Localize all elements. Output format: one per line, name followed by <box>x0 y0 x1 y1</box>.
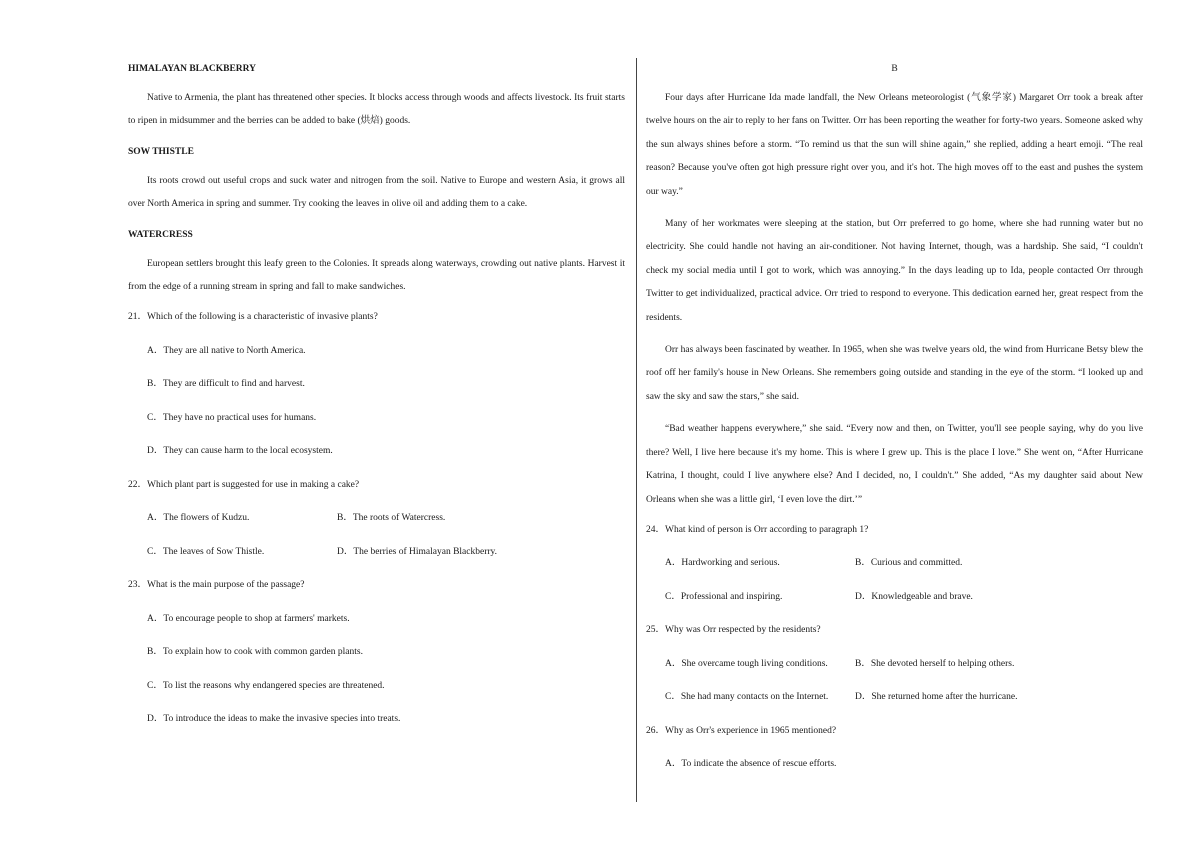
answer-option: D．The berries of Himalayan Blackberry. <box>337 546 498 557</box>
answer-option-row <box>128 543 625 561</box>
answer-option: B．She devoted herself to helping others. <box>855 658 1015 669</box>
answer-option: B．To explain how to cook with common garden plants. <box>147 647 363 658</box>
answer-option: A．To encourage people to shop at farmers' markets. <box>147 613 350 624</box>
answer-option: D．Knowledgeable and brave. <box>855 591 973 602</box>
right-column <box>646 60 1143 773</box>
answer-option: C．She had many contacts on the Internet. <box>665 692 829 703</box>
passage-paragraph: Four days after Hurricane Ida made landfall, the New Orleans meteorologist (气象学家) Margaret Orr took a break after twelve hours on the air to reply to her fans on Twitter. Orr has been reporting the weather for forty-two years. Someone asked why the sun always shines before a storm. “To remind us that the sun will shine again,” she replied, adding a heart emoji. “The real reason? Because you've often got high pressure right over you, and it's hot. The high moves off to the east and pushes the system our way.” <box>646 93 1143 197</box>
answer-option-row <box>646 554 1143 572</box>
answer-option: C．They have no practical uses for humans. <box>147 412 317 423</box>
answer-option: B．Curious and committed. <box>855 558 963 569</box>
left-column <box>128 60 625 728</box>
question-stem: 26．Why as Orr's experience in 1965 mentioned? <box>646 725 837 736</box>
answer-option: D．They can cause harm to the local ecosystem. <box>147 446 333 457</box>
answer-option-row <box>646 588 1143 606</box>
section-text: Native to Armenia, the plant has threatened other species. It blocks access through woods and affects livestock. Its fruit starts to ripen in midsummer and the berries can be added to bake (烘焙) goods. <box>128 93 625 127</box>
section-text: Its roots crowd out useful crops and suck water and nitrogen from the soil. Native to Europe and western Asia, it grows all over North America in spring and summer. Try cooking the leaves in olive oil and adding them to a cake. <box>128 175 625 210</box>
passage-paragraph: Many of her workmates were sleeping at the station, but Orr preferred to go home, where she had running water but no electricity. She could handle not having an air-conditioner. Not having Internet, though, was a hardship. She said, “I couldn't check my social media until I got to work, which was annoying.” In the days leading up to Ida, people contacted Orr through Twitter to get individualized, practical advice. Orr tried to respond to everyone. This dedication earned her, great respect from the residents. <box>646 219 1143 323</box>
answer-option: A．Hardworking and serious. <box>665 558 780 569</box>
answer-option: C．To list the reasons why endangered species are threatened. <box>147 680 385 691</box>
question-stem: 22．Which plant part is suggested for use in making a cake? <box>128 479 360 490</box>
answer-option: B．They are difficult to find and harvest. <box>147 379 305 390</box>
answer-option: C．Professional and inspiring. <box>665 591 783 602</box>
answer-option: A．She overcame tough living conditions. <box>665 658 828 669</box>
question-stem: 25．Why was Orr respected by the residents? <box>646 625 821 636</box>
answer-option-row <box>646 655 1143 673</box>
answer-option-row <box>128 509 625 527</box>
question-stem: 24．What kind of person is Orr according to paragraph 1? <box>646 524 869 535</box>
section-heading: SOW THISTLE <box>128 146 194 157</box>
answer-option: A．The flowers of Kudzu. <box>147 513 250 524</box>
column-divider <box>636 58 637 802</box>
answer-option-row <box>646 688 1143 706</box>
passage-label: B <box>891 64 898 74</box>
answer-option: D．To introduce the ideas to make the invasive species into treats. <box>147 714 401 725</box>
question-stem: 23．What is the main purpose of the passage? <box>128 580 305 591</box>
answer-option: A．They are all native to North America. <box>147 345 306 356</box>
answer-option: C．The leaves of Sow Thistle. <box>147 546 265 557</box>
passage-paragraph: Orr has always been fascinated by weather. In 1965, when she was twelve years old, the wind from Hurricane Betsy blew the roof off her family's house in New Orleans. She remembers going outside and standing in the eye of the storm. “I looked up and saw the sky and saw the stars,” she said. <box>646 345 1143 402</box>
section-heading: WATERCRESS <box>128 229 193 240</box>
answer-option: A．To indicate the absence of rescue efforts. <box>665 759 837 770</box>
section-text: European settlers brought this leafy green to the Colonies. It spreads along waterways, crowding out native plants. Harvest it from the edge of a running stream in spring and fall to make sandwiches. <box>128 258 625 293</box>
section-heading: HIMALAYAN BLACKBERRY <box>128 64 257 74</box>
answer-option: B．The roots of Watercress. <box>337 513 446 524</box>
passage-paragraph: “Bad weather happens everywhere,” she said. “Every now and then, on Twitter, you'll see people saying, why do you live there? Well, I live here because it's my home. This is where I grew up. This is the place I love.” She went on, “After Hurricane Katrina, I thought, could I live anywhere else? And I decided, no, I couldn't.” She added, “As my daughter said about New Orleans when she was a little girl, ‘I even love the dirt.’” <box>646 424 1143 505</box>
question-stem: 21．Which of the following is a characteristic of invasive plants? <box>128 312 378 323</box>
answer-option: D．She returned home after the hurricane. <box>855 692 1018 703</box>
